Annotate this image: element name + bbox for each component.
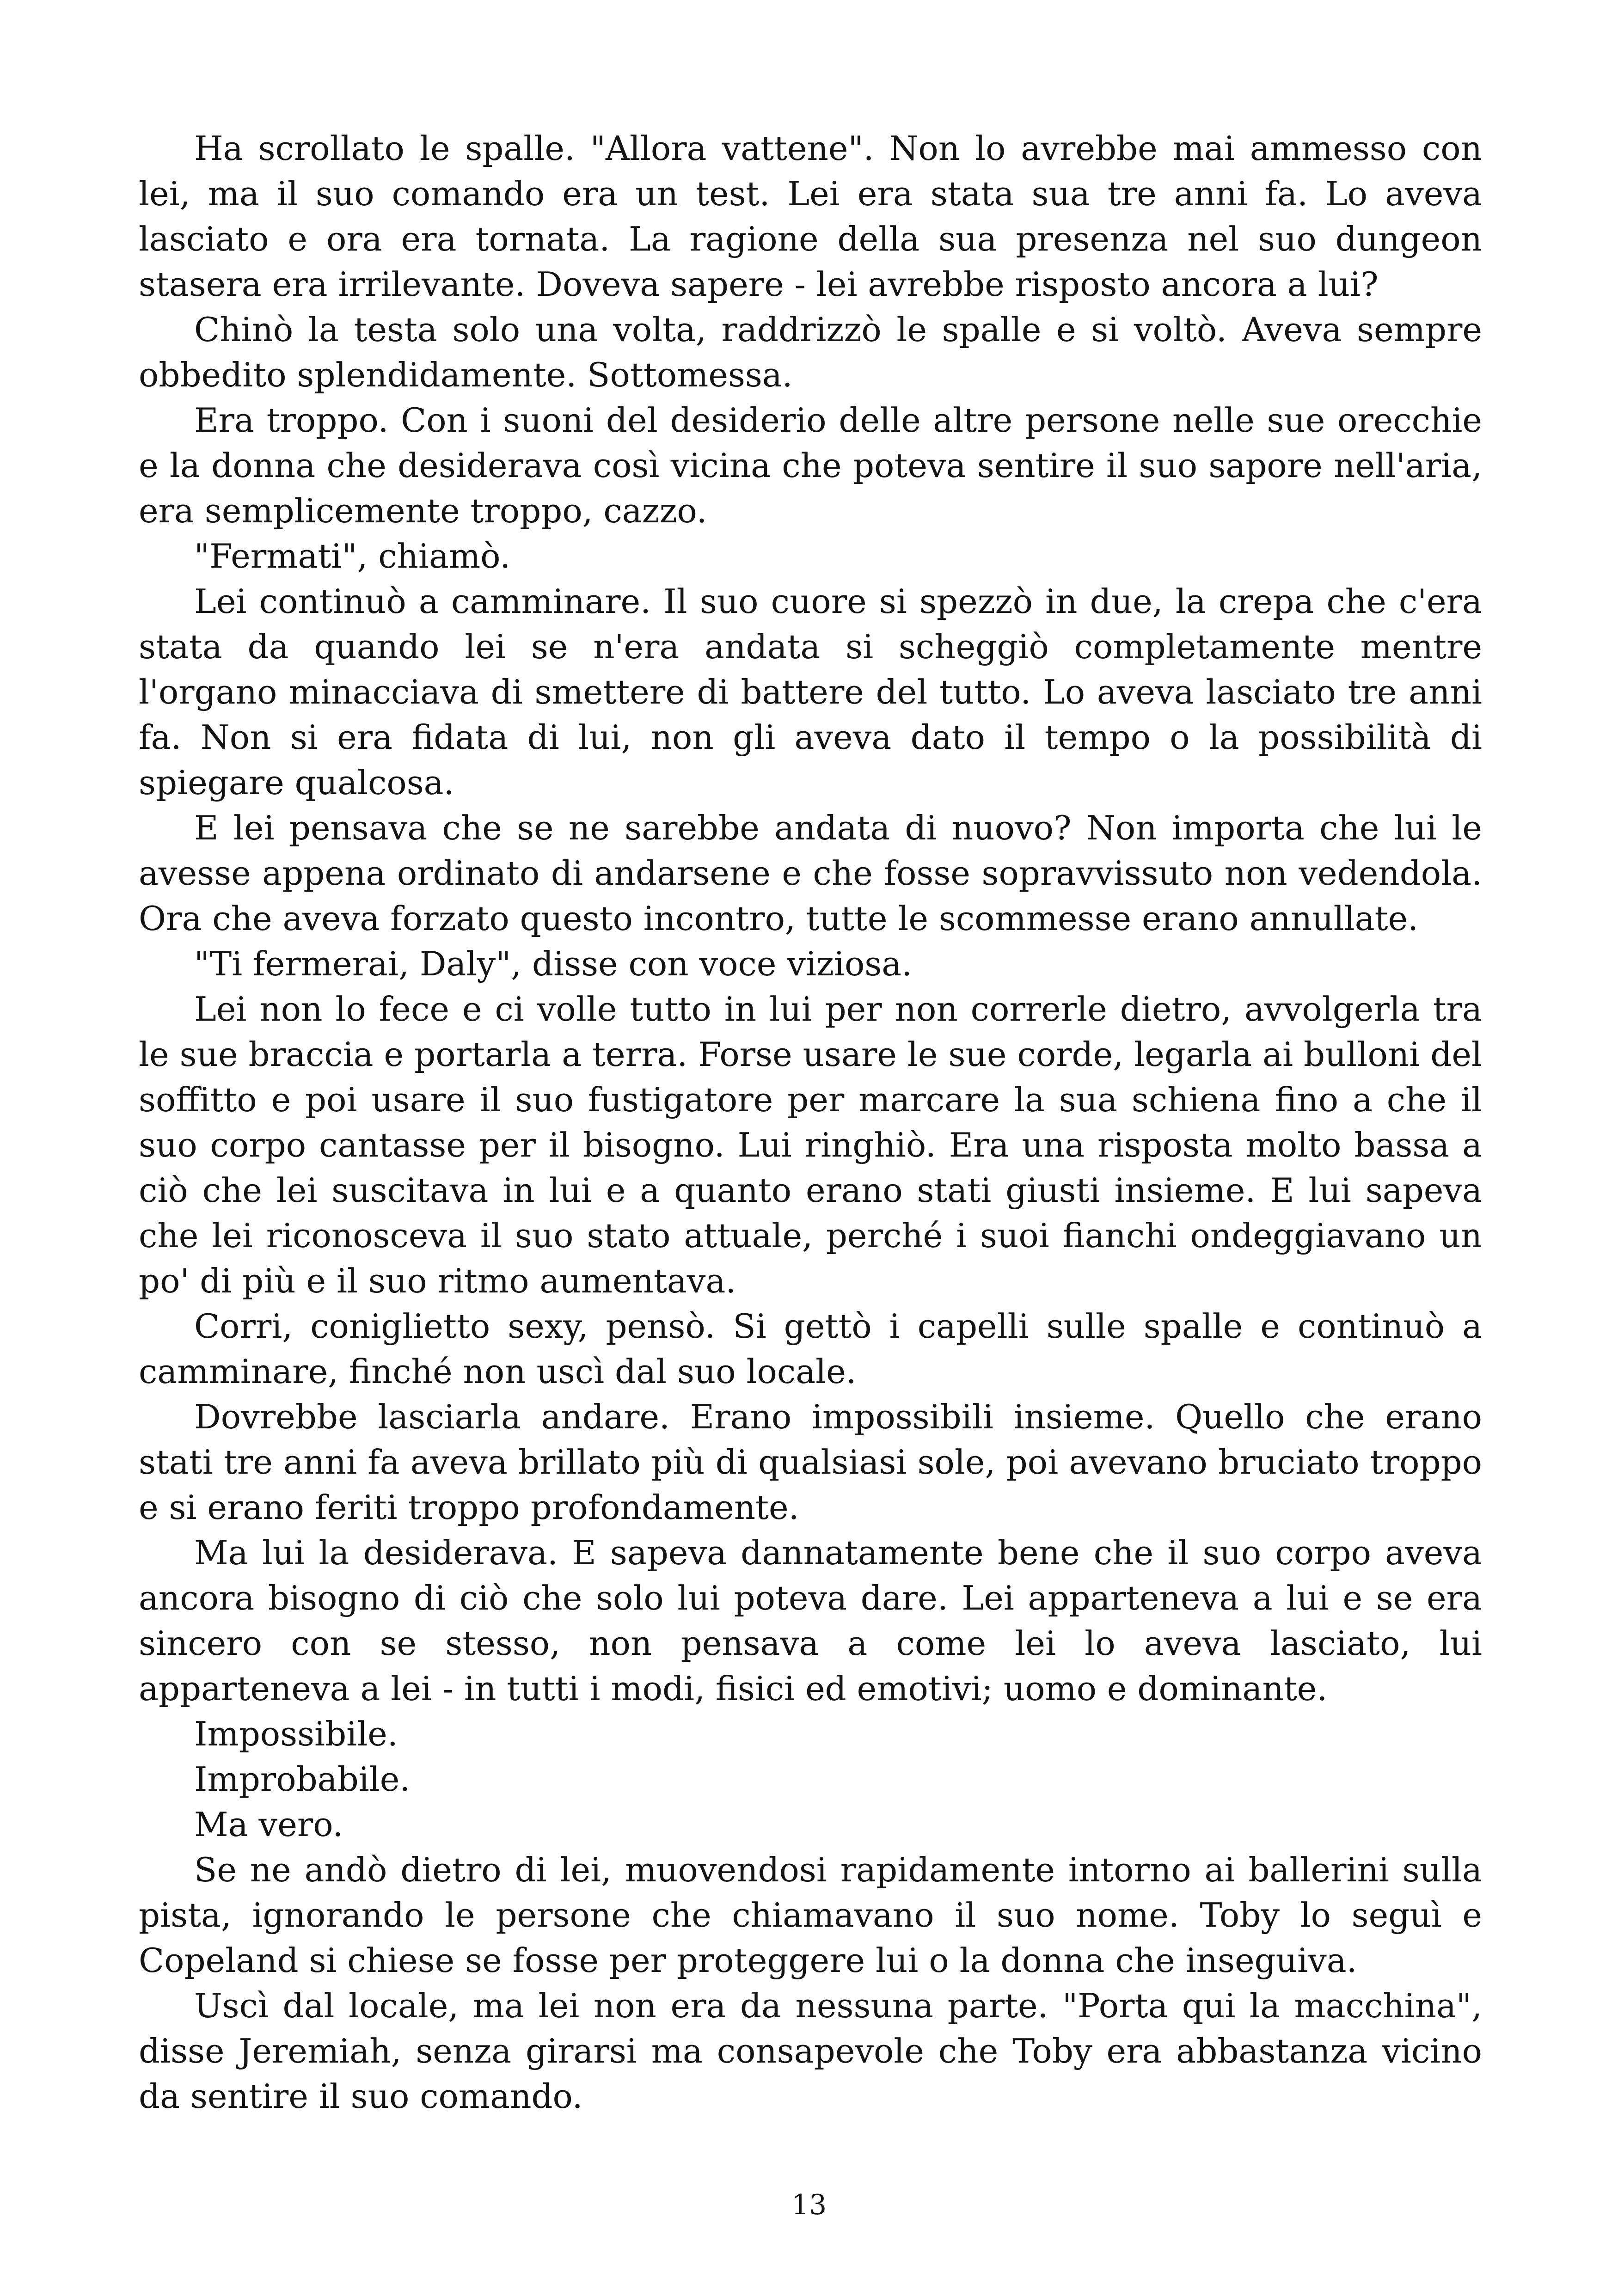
paragraph: "Fermati", chiamò. (194, 537, 511, 576)
paragraph: Era troppo. Con i suoni del desiderio delle altre persone nelle sue orecchie e la donna che desiderava così vicina che poteva sentire il suo sapore nell'aria, era semplicemente troppo, cazzo. (139, 401, 1482, 530)
page-number: 13 (791, 2189, 827, 2221)
paragraph: Corri, coniglietto sexy, pensò. Si gettò i capelli sulle spalle e continuò a camminare, finché non uscì dal suo locale. (139, 1307, 1482, 1391)
paragraph: E lei pensava che se ne sarebbe andata di nuovo? Non importa che lui le avesse appena ordinato di andarsene e che fosse sopravvissuto non vedendola. Ora che aveva forzato questo incontro, tutte le scommesse erano annullate. (139, 808, 1482, 938)
paragraph: Uscì dal locale, ma lei non era da nessuna parte. "Porta qui la macchina", disse Jeremiah, senza girarsi ma consapevole che Toby era abbastanza vicino da sentire il suo comando. (139, 1986, 1482, 2116)
paragraph: Ma lui la desiderava. E sapeva dannatamente bene che il suo corpo aveva ancora bisogno di ciò che solo lui poteva dare. Lei apparteneva a lui e se era sincero con se stesso, non pensava a come lei lo aveva lasciato, lui apparteneva a lei - in tutti i modi, fisici ed emotivi; uomo e dominante. (139, 1533, 1482, 1708)
paragraph: Improbabile. (194, 1760, 411, 1799)
paragraph: "Ti fermerai, Daly", disse con voce viziosa. (194, 944, 913, 983)
paragraph: Dovrebbe lasciarla andare. Erano impossibili insieme. Quello che erano stati tre anni fa aveva brillato più di qualsiasi sole, poi avevano bruciato troppo e si erano feriti troppo profondamente. (139, 1397, 1482, 1527)
paragraph: Chinò la testa solo una volta, raddrizzò le spalle e si voltò. Aveva sempre obbedito splendidamente. Sottomessa. (139, 310, 1482, 394)
paragraph: Lei non lo fece e ci volle tutto in lui per non correrle dietro, avvolgerla tra le sue braccia e portarla a terra. Forse usare le sue corde, legarla ai bulloni del soffitto e poi usare il suo fustigatore per marcare la sua schiena fino a che il suo corpo cantasse per il bisogno. Lui ringhiò. Era una risposta molto bassa a ciò che lei suscitava in lui e a quanto erano stati giusti insieme. E lui sapeva che lei riconosceva il suo stato attuale, perché i suoi fianchi ondeggiavano un po' di più e il suo ritmo aumentava. (139, 990, 1482, 1300)
paragraph: Se ne andò dietro di lei, muovendosi rapidamente intorno ai ballerini sulla pista, ignorando le persone che chiamavano il suo nome. Toby lo seguì e Copeland si chiese se fosse per proteggere lui o la donna che inseguiva. (139, 1850, 1482, 1980)
paragraph: Impossibile. (194, 1714, 398, 1753)
paragraph: Ha scrollato le spalle. "Allora vattene". Non lo avrebbe mai ammesso con lei, ma il suo comando era un test. Lei era stata sua tre anni fa. Lo aveva lasciato e ora era tornata. La ragione della sua presenza nel suo dungeon stasera era irrilevante. Doveva sapere - lei avrebbe risposto ancora a lui? (139, 129, 1482, 304)
paragraph: Lei continuò a camminare. Il suo cuore si spezzò in due, la crepa che c'era stata da quando lei se n'era andata si scheggiò completamente mentre l'organo minacciava di smettere di battere del tutto. Lo aveva lasciato tre anni fa. Non si era fidata di lui, non gli aveva dato il tempo o la possibilità di spiegare qualcosa. (139, 582, 1482, 802)
page-body (139, 126, 1482, 2119)
paragraph: Ma vero. (194, 1805, 343, 1844)
